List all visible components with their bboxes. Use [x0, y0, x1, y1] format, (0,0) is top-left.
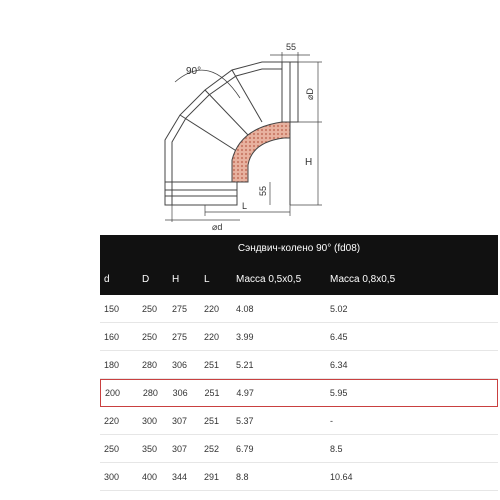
table-cell: 300	[104, 471, 120, 482]
table-cell: 250	[104, 443, 120, 454]
table-cell: 150	[104, 303, 120, 314]
dim-bottom-label: 55	[258, 185, 268, 196]
table-row	[100, 463, 498, 491]
insulation-section	[232, 122, 290, 182]
table-cell: 3.99	[236, 331, 254, 342]
header-H: H	[172, 273, 180, 285]
table-title: Сэндвич-колено 90° (fd08)	[100, 235, 498, 263]
table-body	[100, 295, 498, 491]
table-cell: 10.64	[330, 471, 353, 482]
angle-arc	[175, 70, 240, 98]
table-cell: 4.08	[236, 303, 254, 314]
table-cell: 4.97	[236, 388, 254, 398]
table-cell: 306	[172, 359, 188, 370]
table-cell: 6.34	[330, 359, 348, 370]
dim-L-label: L	[242, 201, 248, 211]
table-cell: 6.45	[330, 331, 348, 342]
table-cell: 307	[172, 415, 188, 426]
table-cell: 5.95	[329, 388, 348, 398]
table-cell: 275	[172, 303, 188, 314]
table-cell: 220	[204, 331, 220, 342]
table-cell: 280	[142, 359, 158, 370]
header-D: D	[142, 273, 150, 285]
table-cell: 306	[172, 388, 188, 398]
table-cell: 307	[172, 443, 188, 454]
table-cell: 251	[204, 388, 220, 398]
header-mass-08: Масса 0,8х0,5	[330, 273, 396, 285]
table-cell: 200	[105, 388, 121, 398]
table-cell: 400	[142, 471, 158, 482]
elbow-drawing-svg	[0, 0, 500, 232]
table-cell: 180	[104, 359, 120, 370]
table-cell: 220	[104, 415, 120, 426]
table-cell: 5.02	[330, 303, 348, 314]
table-row	[100, 407, 498, 435]
table-cell: 344	[172, 471, 188, 482]
table-cell: 252	[204, 443, 220, 454]
table-cell: 251	[204, 359, 220, 370]
table-cell: 280	[142, 388, 158, 398]
table-cell: 5.37	[236, 415, 254, 426]
spec-table	[100, 235, 498, 491]
table-row	[100, 379, 498, 407]
table-row	[100, 295, 498, 323]
table-cell: 160	[104, 331, 120, 342]
table-row	[100, 351, 498, 379]
dim-D-label: ⌀D	[305, 88, 315, 100]
table-cell: 250	[142, 303, 158, 314]
table-cell: -	[330, 415, 333, 426]
table-header-row	[100, 263, 498, 295]
header-d: d	[104, 273, 110, 285]
header-mass-05: Масса 0,5х0,5	[236, 273, 302, 285]
header-L: L	[204, 273, 210, 285]
table-cell: 5.21	[236, 359, 254, 370]
dim-d-label: ⌀d	[212, 222, 223, 232]
table-cell: 275	[172, 331, 188, 342]
table-cell: 8.8	[236, 471, 249, 482]
table-cell: 300	[142, 415, 158, 426]
table-cell: 8.5	[330, 443, 343, 454]
dim-top-label: 55	[286, 42, 297, 52]
elbow-technical-drawing	[0, 0, 500, 232]
table-cell: 291	[204, 471, 220, 482]
table-cell: 350	[142, 443, 158, 454]
dim-H-label: H	[305, 157, 313, 168]
table-cell: 220	[204, 303, 220, 314]
table-cell: 6.79	[236, 443, 254, 454]
table-row	[100, 323, 498, 351]
table-cell: 251	[204, 415, 220, 426]
table-row	[100, 435, 498, 463]
angle-label: 90°	[186, 66, 202, 77]
table-cell: 250	[142, 331, 158, 342]
